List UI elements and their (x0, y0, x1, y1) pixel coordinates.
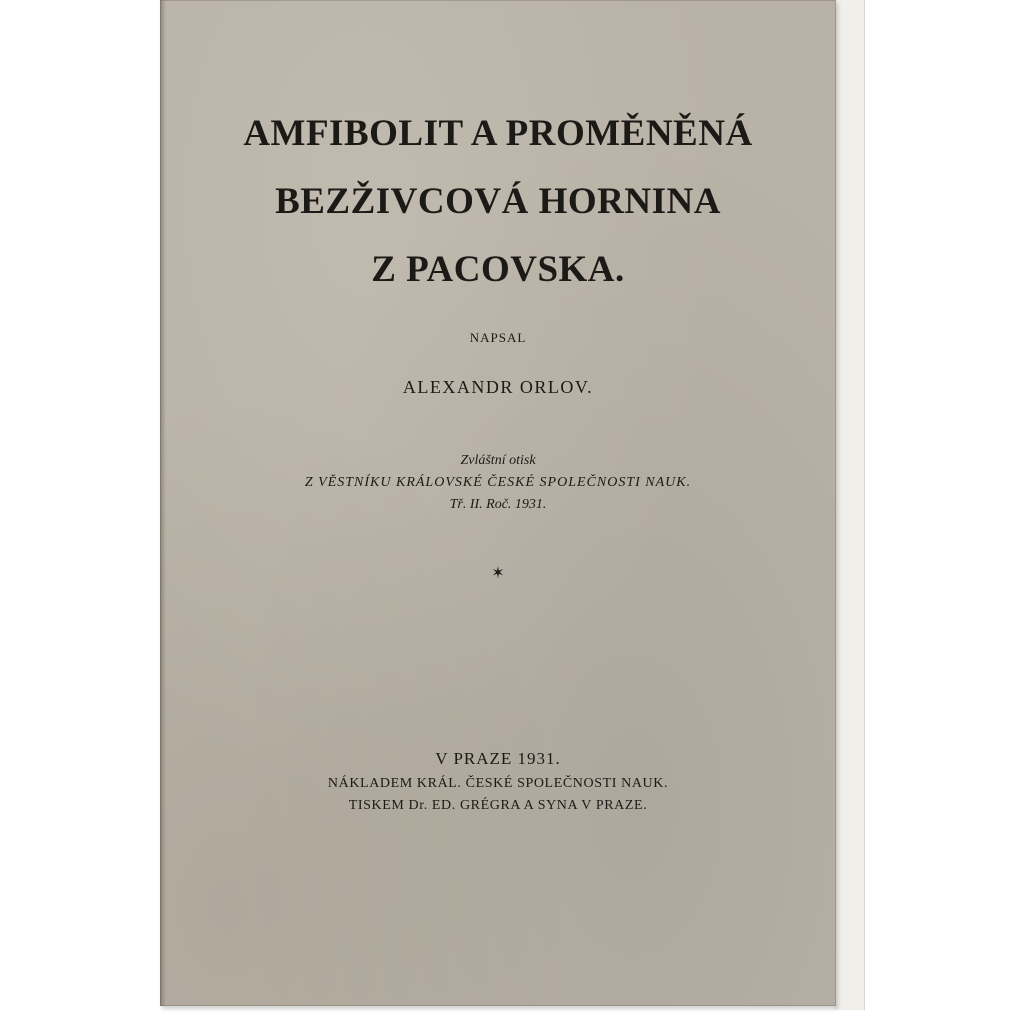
offprint-line-3: Tř. II. Roč. 1931. (449, 497, 547, 512)
document-title (160, 100, 836, 304)
imprint-publisher: NÁKLADEM KRÁL. ČESKÉ SPOLEČNOSTI NAUK. (327, 776, 669, 791)
title-page (160, 0, 836, 1006)
imprint-place-year: V PRAZE 1931. (435, 749, 561, 768)
byline-label: NAPSAL (469, 330, 527, 345)
title-line-3: Z PACOVSKA. (371, 249, 625, 290)
title-line-1: AMFIBOLIT A PROMĚNĚNÁ (243, 113, 753, 154)
scan-background (0, 0, 160, 1024)
offprint-note (160, 450, 836, 516)
star-ornament-icon: ✶ (491, 565, 505, 582)
underlying-sheet (834, 0, 865, 1010)
title-line-2: BEZŽIVCOVÁ HORNINA (275, 181, 721, 222)
imprint-printer: TISKEM Dr. ED. GRÉGRA A SYNA V PRAZE. (348, 798, 648, 813)
imprint (160, 745, 836, 817)
offprint-line-1: Zvláštní otisk (460, 453, 536, 468)
author-name: ALEXANDR ORLOV. (402, 377, 594, 397)
offprint-line-2: Z VĚSTNÍKU KRÁLOVSKÉ ČESKÉ SPOLEČNOSTI NAUK. (304, 475, 692, 490)
